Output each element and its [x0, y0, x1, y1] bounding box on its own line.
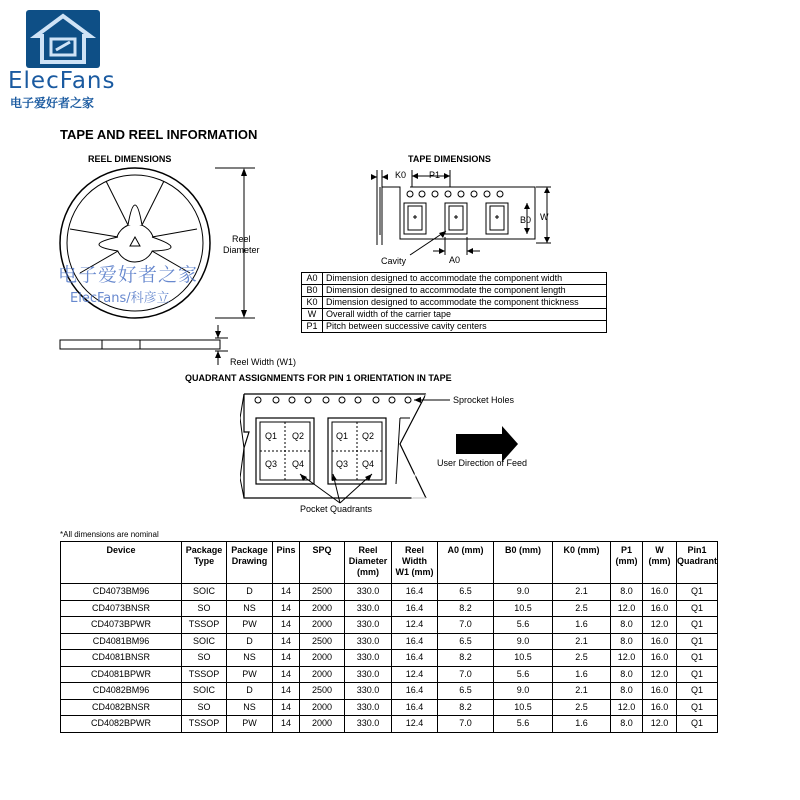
table-cell: 2.1 — [553, 633, 611, 650]
definition-row — [302, 321, 607, 333]
table-cell: CD4081BM96 — [61, 633, 182, 650]
table-cell: 12.4 — [392, 716, 438, 733]
column-header — [494, 542, 553, 584]
reel-label: Reel — [232, 234, 251, 244]
q3-label-right: Q3 — [336, 459, 349, 469]
elecfans-logo — [26, 10, 100, 68]
table-cell: Q1 — [677, 666, 718, 683]
table-cell: CD4081BNSR — [61, 650, 182, 667]
table-cell: 12.4 — [392, 666, 438, 683]
table-cell: SOIC — [182, 633, 227, 650]
definition-row — [302, 285, 607, 297]
table-cell: 8.0 — [611, 666, 643, 683]
table-cell: 14 — [273, 600, 300, 617]
table-cell: 8.2 — [438, 699, 494, 716]
table-cell: Q1 — [677, 600, 718, 617]
table-cell: 14 — [273, 699, 300, 716]
table-cell: 7.0 — [438, 716, 494, 733]
reel-width-label: Reel Width (W1) — [230, 357, 297, 367]
column-header-line: Width — [402, 556, 427, 566]
table-cell: 5.6 — [494, 666, 553, 683]
q1-label-right: Q1 — [336, 431, 349, 441]
table-row — [61, 650, 718, 667]
table-cell: CD4073BNSR — [61, 600, 182, 617]
table-cell: 12.0 — [643, 716, 677, 733]
table-cell: NS — [227, 650, 273, 667]
table-cell: 12.0 — [611, 600, 643, 617]
quadrant-title: QUADRANT ASSIGNMENTS FOR PIN 1 ORIENTATION IN TAPE — [185, 373, 452, 383]
table-cell: Q1 — [677, 716, 718, 733]
table-cell: 330.0 — [345, 633, 392, 650]
table-cell: 2.1 — [553, 584, 611, 601]
column-header — [345, 542, 392, 584]
brand-tagline: 电子爱好者之家 — [10, 96, 95, 110]
definition-key: P1 — [302, 321, 323, 333]
table-cell: 1.6 — [553, 666, 611, 683]
table-cell: 2000 — [300, 666, 345, 683]
table-cell: 8.2 — [438, 600, 494, 617]
column-header-line: P1 — [620, 545, 632, 555]
table-row — [61, 716, 718, 733]
table-cell: Q1 — [677, 617, 718, 634]
table-cell: 6.5 — [438, 633, 494, 650]
table-cell: 16.0 — [643, 650, 677, 667]
q2-label-left: Q2 — [292, 431, 305, 441]
table-cell: 12.0 — [643, 666, 677, 683]
column-header-line: Package — [185, 545, 223, 555]
definition-key: B0 — [302, 285, 323, 297]
table-cell: 2.5 — [553, 600, 611, 617]
column-header-line: (mm) — [615, 556, 638, 566]
q4-label-right: Q4 — [362, 459, 375, 469]
table-cell: CD4082BM96 — [61, 683, 182, 700]
column-header-line: W — [655, 545, 664, 555]
table-cell: Q1 — [677, 633, 718, 650]
column-header-line: B0 (mm) — [504, 545, 541, 555]
table-cell: 14 — [273, 683, 300, 700]
table-row — [61, 633, 718, 650]
definition-text: Pitch between successive cavity centers — [323, 321, 607, 333]
watermark-chinese: 电子爱好者之家 — [58, 264, 199, 286]
table-cell: 16.4 — [392, 699, 438, 716]
table-cell: CD4082BNSR — [61, 699, 182, 716]
table-cell: 2000 — [300, 600, 345, 617]
reel-dimensions-title: REEL DIMENSIONS — [88, 154, 172, 164]
q4-label-left: Q4 — [292, 459, 305, 469]
definition-key: K0 — [302, 297, 323, 309]
table-cell: SO — [182, 600, 227, 617]
table-cell: 9.0 — [494, 683, 553, 700]
table-cell: 6.5 — [438, 584, 494, 601]
table-cell: 7.0 — [438, 617, 494, 634]
table-cell: 330.0 — [345, 699, 392, 716]
watermark-english: ElecFans/科彦立 — [70, 291, 170, 306]
table-cell: 8.0 — [611, 633, 643, 650]
column-header-line: W1 (mm) — [395, 567, 434, 577]
table-cell: 16.4 — [392, 683, 438, 700]
table-cell: NS — [227, 600, 273, 617]
column-header-line: Reel — [404, 545, 424, 555]
table-cell: 12.4 — [392, 617, 438, 634]
nominal-note: *All dimensions are nominal — [60, 530, 159, 539]
table-cell: SO — [182, 650, 227, 667]
column-header — [553, 542, 611, 584]
column-header-line: Package — [231, 545, 268, 555]
column-header-line: Reel — [358, 545, 378, 555]
table-row — [61, 666, 718, 683]
table-cell: Q1 — [677, 683, 718, 700]
table-cell: 6.5 — [438, 683, 494, 700]
table-cell: 330.0 — [345, 716, 392, 733]
column-header-line: Pin1 — [687, 545, 707, 555]
column-header-line: K0 (mm) — [563, 545, 600, 555]
table-cell: PW — [227, 617, 273, 634]
table-row — [61, 683, 718, 700]
table-cell: 8.0 — [611, 683, 643, 700]
table-cell: 2500 — [300, 633, 345, 650]
w-label: W — [540, 212, 549, 222]
column-header-line: (mm) — [648, 556, 671, 566]
column-header — [677, 542, 718, 584]
q2-label-right: Q2 — [362, 431, 375, 441]
column-header — [273, 542, 300, 584]
table-row — [61, 699, 718, 716]
feed-direction-label: User Direction of Feed — [437, 458, 528, 468]
table-cell: 2500 — [300, 584, 345, 601]
column-header-line: SPQ — [312, 545, 332, 555]
table-cell: NS — [227, 699, 273, 716]
table-cell: 14 — [273, 633, 300, 650]
definition-text: Dimension designed to accommodate the component width — [323, 273, 607, 285]
table-cell: TSSOP — [182, 716, 227, 733]
table-cell: 2000 — [300, 617, 345, 634]
table-cell: TSSOP — [182, 617, 227, 634]
column-header-line: Device — [106, 545, 136, 555]
pocket-quadrants-label: Pocket Quadrants — [300, 504, 373, 514]
a0-label: A0 — [449, 255, 461, 265]
table-cell: 8.2 — [438, 650, 494, 667]
table-cell: 2000 — [300, 699, 345, 716]
brand-name: ElecFans — [8, 68, 116, 94]
table-cell: 330.0 — [345, 600, 392, 617]
table-cell: 10.5 — [494, 600, 553, 617]
table-cell: 12.0 — [643, 617, 677, 634]
column-header-line: Diameter — [348, 556, 388, 566]
tape-definitions-table — [301, 272, 607, 333]
table-cell: 16.4 — [392, 600, 438, 617]
diameter-label: Diameter — [223, 245, 260, 255]
column-header-line: Type — [193, 556, 215, 566]
table-cell: 330.0 — [345, 650, 392, 667]
column-header — [392, 542, 438, 584]
table-cell: CD4082BPWR — [61, 716, 182, 733]
column-header — [300, 542, 345, 584]
column-header — [438, 542, 494, 584]
table-cell: 14 — [273, 666, 300, 683]
table-cell: 330.0 — [345, 617, 392, 634]
q1-label-left: Q1 — [265, 431, 278, 441]
table-cell: Q1 — [677, 699, 718, 716]
table-cell: TSSOP — [182, 666, 227, 683]
table-cell: D — [227, 633, 273, 650]
definition-key: A0 — [302, 273, 323, 285]
table-cell: SO — [182, 699, 227, 716]
table-row — [61, 617, 718, 634]
q3-label-left: Q3 — [265, 459, 278, 469]
table-cell: SOIC — [182, 584, 227, 601]
table-cell: 16.0 — [643, 600, 677, 617]
table-cell: PW — [227, 716, 273, 733]
table-cell: 16.0 — [643, 633, 677, 650]
table-cell: 9.0 — [494, 633, 553, 650]
column-header-line: Quadrant — [677, 556, 718, 566]
table-cell: 16.0 — [643, 683, 677, 700]
table-cell: 2.5 — [553, 699, 611, 716]
tape-dimensions-title: TAPE DIMENSIONS — [408, 154, 491, 164]
column-header — [643, 542, 677, 584]
table-cell: 1.6 — [553, 716, 611, 733]
table-cell: 16.4 — [392, 633, 438, 650]
table-cell: 5.6 — [494, 716, 553, 733]
table-cell: Q1 — [677, 584, 718, 601]
column-header-line: (mm) — [357, 567, 379, 577]
table-cell: 10.5 — [494, 699, 553, 716]
sprocket-holes-label: Sprocket Holes — [453, 395, 515, 405]
definition-text: Dimension designed to accommodate the component length — [323, 285, 607, 297]
table-cell: 2.1 — [553, 683, 611, 700]
column-header — [61, 542, 182, 584]
column-header-line: A0 (mm) — [447, 545, 484, 555]
column-header — [227, 542, 273, 584]
table-cell: 14 — [273, 584, 300, 601]
tape-reel-dimensions-table — [60, 541, 718, 733]
table-cell: 8.0 — [611, 716, 643, 733]
table-row — [61, 584, 718, 601]
table-cell: PW — [227, 666, 273, 683]
table-cell: Q1 — [677, 650, 718, 667]
table-cell: 330.0 — [345, 584, 392, 601]
p1-label: P1 — [429, 170, 441, 180]
table-cell: 2000 — [300, 650, 345, 667]
table-cell: 8.0 — [611, 617, 643, 634]
b0-label: B0 — [520, 215, 532, 225]
k0-label: K0 — [395, 170, 407, 180]
table-cell: 330.0 — [345, 683, 392, 700]
table-cell: 14 — [273, 617, 300, 634]
column-header-line: Pins — [276, 545, 296, 555]
table-cell: 16.0 — [643, 584, 677, 601]
column-header — [611, 542, 643, 584]
definition-text: Overall width of the carrier tape — [323, 309, 607, 321]
definition-row — [302, 273, 607, 285]
table-cell: 8.0 — [611, 584, 643, 601]
table-cell: 2.5 — [553, 650, 611, 667]
table-cell: 10.5 — [494, 650, 553, 667]
definition-text: Dimension designed to accommodate the component thickness — [323, 297, 607, 309]
table-cell: 14 — [273, 716, 300, 733]
table-cell: CD4073BPWR — [61, 617, 182, 634]
column-header-line: Drawing — [231, 556, 268, 566]
table-cell: 16.0 — [643, 699, 677, 716]
table-cell: 9.0 — [494, 584, 553, 601]
definition-row — [302, 309, 607, 321]
cavity-label: Cavity — [381, 256, 407, 266]
table-row — [61, 600, 718, 617]
table-cell: D — [227, 683, 273, 700]
table-cell: CD4081BPWR — [61, 666, 182, 683]
table-cell: 330.0 — [345, 666, 392, 683]
definition-row — [302, 297, 607, 309]
table-cell: 16.4 — [392, 584, 438, 601]
table-cell: 5.6 — [494, 617, 553, 634]
table-cell: 2000 — [300, 716, 345, 733]
table-cell: 7.0 — [438, 666, 494, 683]
table-cell: 12.0 — [611, 650, 643, 667]
table-cell: 14 — [273, 650, 300, 667]
table-cell: 1.6 — [553, 617, 611, 634]
table-cell: 12.0 — [611, 699, 643, 716]
house-icon — [26, 10, 100, 68]
table-cell: 2500 — [300, 683, 345, 700]
table-cell: CD4073BM96 — [61, 584, 182, 601]
definition-key: W — [302, 309, 323, 321]
table-cell: D — [227, 584, 273, 601]
table-cell: 16.4 — [392, 650, 438, 667]
page-title: TAPE AND REEL INFORMATION — [60, 127, 258, 142]
quadrant-diagram — [240, 388, 600, 518]
column-header — [182, 542, 227, 584]
table-cell: SOIC — [182, 683, 227, 700]
